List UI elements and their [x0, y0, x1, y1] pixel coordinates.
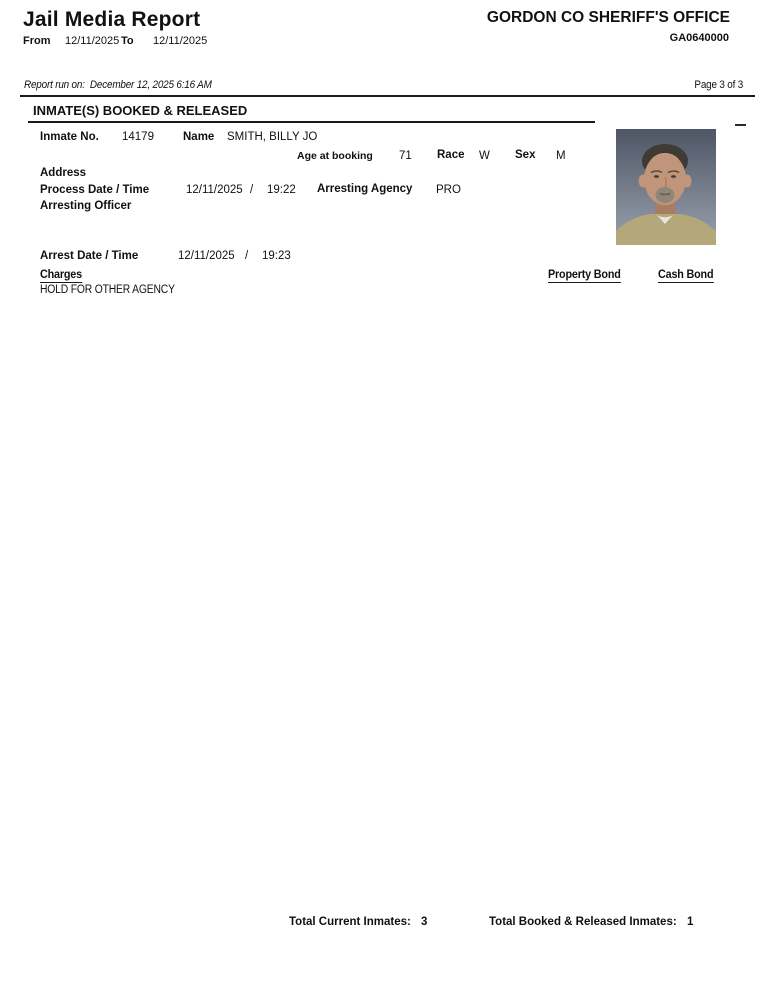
- page-title: Jail Media Report: [23, 8, 201, 31]
- arrest-separator: /: [245, 250, 249, 262]
- total-current-inmates-value: 3: [421, 916, 428, 928]
- to-label: To: [121, 35, 134, 47]
- agency-code: GA0640000: [669, 32, 729, 44]
- process-date-value: 12/11/2025: [186, 184, 243, 196]
- mugshot-illustration: [616, 129, 716, 245]
- inmate-no-label: Inmate No.: [40, 131, 99, 143]
- race-label: Race: [437, 149, 465, 161]
- arrest-date-value: 12/11/2025: [178, 250, 235, 262]
- page-number: Page 3 of 3: [694, 79, 743, 91]
- from-date: 12/11/2025: [65, 35, 120, 47]
- report-run-on: [24, 79, 212, 91]
- name-label: Name: [183, 131, 215, 143]
- cash-bond-header: Cash Bond: [658, 267, 714, 281]
- section-title: INMATE(S) BOOKED & RELEASED: [33, 103, 248, 118]
- charges-header: Charges: [40, 267, 82, 281]
- inmate-no-value: 14179: [122, 131, 154, 143]
- sex-label: Sex: [515, 149, 536, 161]
- sex-value: M: [556, 150, 566, 162]
- arrest-time-value: 19:23: [262, 250, 291, 262]
- report-run-label: Report run on:: [24, 79, 85, 91]
- total-booked-released-value: 1: [687, 916, 694, 928]
- process-time-value: 19:22: [267, 184, 296, 196]
- charge-item: HOLD FOR OTHER AGENCY: [40, 284, 175, 296]
- mugshot-photo: [616, 129, 716, 245]
- section-divider: [28, 121, 595, 123]
- process-date-time-label: Process Date / Time: [40, 184, 150, 196]
- arresting-officer-label: Arresting Officer: [40, 200, 132, 212]
- header-divider: [20, 95, 755, 97]
- total-booked-released-label: Total Booked & Released Inmates:: [489, 916, 677, 928]
- name-value: SMITH, BILLY JO: [227, 131, 318, 143]
- arresting-agency-label: Arresting Agency: [317, 183, 413, 195]
- total-current-inmates-label: Total Current Inmates:: [289, 916, 411, 928]
- from-label: From: [23, 35, 51, 47]
- age-value: 71: [399, 150, 412, 162]
- process-separator: /: [250, 184, 254, 196]
- arrest-date-time-label: Arrest Date / Time: [40, 250, 139, 262]
- report-run-value: December 12, 2025 6:16 AM: [89, 79, 212, 91]
- to-date: 12/11/2025: [153, 35, 208, 47]
- dash-mark: [735, 124, 746, 126]
- race-value: W: [479, 150, 490, 162]
- address-label: Address: [40, 167, 87, 179]
- sheriff-office-name: GORDON CO SHERIFF'S OFFICE: [486, 9, 730, 26]
- age-at-booking-label: Age at booking: [297, 150, 373, 162]
- arresting-agency-value: PRO: [436, 184, 461, 196]
- property-bond-header: Property Bond: [548, 267, 621, 281]
